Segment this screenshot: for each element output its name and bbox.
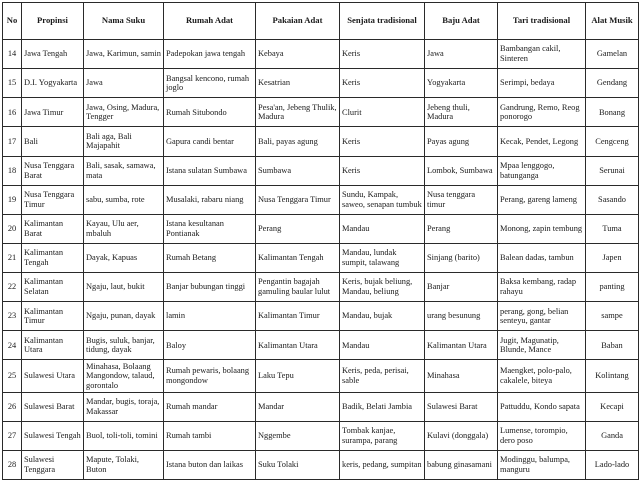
cell-pakaian: Laku Tepu — [256, 360, 340, 392]
culture-table — [2, 2, 639, 480]
cell-provinsi: D.I. Yogyakarta — [22, 69, 84, 98]
table-row — [3, 392, 639, 421]
cell-no: 23 — [3, 302, 22, 331]
cell-suku: sabu, sumba, rote — [84, 185, 164, 214]
table-row — [3, 331, 639, 360]
table-row — [3, 273, 639, 302]
cell-rumah: Rumah pewaris, bolaang mongondow — [164, 360, 256, 392]
cell-tari: Perang, gareng lameng — [498, 185, 586, 214]
cell-pakaian: Pesa'an, Jebeng Thulik, Madura — [256, 98, 340, 127]
cell-senjata: Badik, Belati Jambia — [340, 392, 425, 421]
cell-musik: sampe — [586, 302, 639, 331]
cell-provinsi: Kalimantan Utara — [22, 331, 84, 360]
table-row — [3, 40, 639, 69]
cell-musik: Sasando — [586, 185, 639, 214]
cell-senjata: Mandau, lundak sumpit, talawang — [340, 243, 425, 272]
cell-pakaian: Pengantin bagajah gamuling baular lulut — [256, 273, 340, 302]
cell-provinsi: Nusa Tenggara Barat — [22, 156, 84, 185]
header-tari: Tari tradisional — [498, 3, 586, 40]
cell-baju: Kalimantan Utara — [425, 331, 498, 360]
cell-suku: Jawa, Osing, Madura, Tengger — [84, 98, 164, 127]
table-row — [3, 156, 639, 185]
cell-senjata: Sundu, Kampak, saweo, senapan tumbuk — [340, 185, 425, 214]
cell-rumah: Rumah mandar — [164, 392, 256, 421]
cell-pakaian: Sumbawa — [256, 156, 340, 185]
cell-senjata: Tombak kanjae, surampa, parang — [340, 421, 425, 450]
cell-pakaian: Kalimantan Timur — [256, 302, 340, 331]
cell-provinsi: Jawa Timur — [22, 98, 84, 127]
cell-pakaian: Suku Tolaki — [256, 450, 340, 479]
cell-pakaian: Perang — [256, 214, 340, 243]
cell-tari: Monong, zapin tembung — [498, 214, 586, 243]
cell-provinsi: Jawa Tengah — [22, 40, 84, 69]
cell-rumah: Rumah Betang — [164, 243, 256, 272]
table-row — [3, 243, 639, 272]
cell-musik: Gendang — [586, 69, 639, 98]
cell-pakaian: Nggembe — [256, 421, 340, 450]
cell-musik: Lado-lado — [586, 450, 639, 479]
table-row — [3, 69, 639, 98]
table-row — [3, 98, 639, 127]
cell-no: 24 — [3, 331, 22, 360]
cell-tari: Kecak, Pendet, Legong — [498, 127, 586, 156]
cell-pakaian: Nusa Tenggara Timur — [256, 185, 340, 214]
cell-tari: perang, gong, belian senteyu, gantar — [498, 302, 586, 331]
cell-provinsi: Sulawesi Barat — [22, 392, 84, 421]
cell-tari: Gandrung, Remo, Reog ponorogo — [498, 98, 586, 127]
cell-provinsi: Nusa Tenggara Timur — [22, 185, 84, 214]
cell-suku: Mandar, bugis, toraja, Makassar — [84, 392, 164, 421]
cell-musik: Ganda — [586, 421, 639, 450]
cell-suku: Kayau, Ulu aer, mbaluh — [84, 214, 164, 243]
cell-suku: Buol, toli-toli, tomini — [84, 421, 164, 450]
cell-suku: Bugis, suluk, banjar, tidung, dayak — [84, 331, 164, 360]
cell-no: 25 — [3, 360, 22, 392]
cell-pakaian: Kesatrian — [256, 69, 340, 98]
table-row — [3, 450, 639, 479]
cell-rumah: Istana sulatan Sumbawa — [164, 156, 256, 185]
cell-baju: Sinjang (barito) — [425, 243, 498, 272]
table-row — [3, 214, 639, 243]
cell-senjata: Clurit — [340, 98, 425, 127]
cell-no: 15 — [3, 69, 22, 98]
cell-baju: Yogyakarta — [425, 69, 498, 98]
cell-baju: Kulavi (donggala) — [425, 421, 498, 450]
cell-baju: babung ginasamani — [425, 450, 498, 479]
cell-provinsi: Kalimantan Timur — [22, 302, 84, 331]
cell-baju: Jawa — [425, 40, 498, 69]
cell-tari: Lumense, torompio, dero poso — [498, 421, 586, 450]
cell-senjata: Mandau — [340, 214, 425, 243]
cell-musik: Gamelan — [586, 40, 639, 69]
cell-senjata: Keris, bujak beliung, Mandau, beliung — [340, 273, 425, 302]
cell-no: 27 — [3, 421, 22, 450]
table-row — [3, 302, 639, 331]
cell-senjata: Mandau — [340, 331, 425, 360]
cell-no: 14 — [3, 40, 22, 69]
cell-suku: Ngaju, laut, bukit — [84, 273, 164, 302]
cell-musik: Kolintang — [586, 360, 639, 392]
cell-no: 18 — [3, 156, 22, 185]
cell-musik: Serunai — [586, 156, 639, 185]
cell-baju: Lombok, Sumbawa — [425, 156, 498, 185]
cell-suku: Bali aga, Bali Majapahit — [84, 127, 164, 156]
cell-musik: Bonang — [586, 98, 639, 127]
cell-tari: Balean dadas, tambun — [498, 243, 586, 272]
cell-pakaian: Kebaya — [256, 40, 340, 69]
cell-tari: Modinggu, balumpa, manguru — [498, 450, 586, 479]
cell-baju: Perang — [425, 214, 498, 243]
cell-tari: Pattuddu, Kondo sapata — [498, 392, 586, 421]
cell-pakaian: Kalimantan Tengah — [256, 243, 340, 272]
cell-no: 17 — [3, 127, 22, 156]
cell-musik: Tuma — [586, 214, 639, 243]
header-rumah: Rumah Adat — [164, 3, 256, 40]
cell-musik: Japen — [586, 243, 639, 272]
cell-suku: Ngaju, punan, dayak — [84, 302, 164, 331]
cell-baju: Minahasa — [425, 360, 498, 392]
cell-tari: Jugit, Magunatip, Blunde, Mance — [498, 331, 586, 360]
cell-baju: Sulawesi Barat — [425, 392, 498, 421]
cell-senjata: Keris — [340, 156, 425, 185]
cell-no: 19 — [3, 185, 22, 214]
cell-suku: Minahasa, Bolaang Mangondow, talaud, gorontalo — [84, 360, 164, 392]
cell-rumah: lamin — [164, 302, 256, 331]
table-row — [3, 127, 639, 156]
cell-rumah: Istana buton dan laikas — [164, 450, 256, 479]
header-musik: Alat Musik — [586, 3, 639, 40]
cell-baju: Banjar — [425, 273, 498, 302]
cell-provinsi: Sulawesi Utara — [22, 360, 84, 392]
cell-senjata: Keris — [340, 40, 425, 69]
cell-rumah: Rumah tambi — [164, 421, 256, 450]
cell-provinsi: Kalimantan Tengah — [22, 243, 84, 272]
header-senjata: Senjata tradisional — [340, 3, 425, 40]
cell-musik: panting — [586, 273, 639, 302]
cell-musik: Cengceng — [586, 127, 639, 156]
cell-tari: Maengket, polo-palo, cakalele, biteya — [498, 360, 586, 392]
cell-rumah: Padepokan jawa tengah — [164, 40, 256, 69]
cell-rumah: Baloy — [164, 331, 256, 360]
header-provinsi: Propinsi — [22, 3, 84, 40]
cell-provinsi: Kalimantan Barat — [22, 214, 84, 243]
cell-pakaian: Kalimantan Utara — [256, 331, 340, 360]
cell-senjata: Keris — [340, 69, 425, 98]
header-baju: Baju Adat — [425, 3, 498, 40]
cell-provinsi: Kalimantan Selatan — [22, 273, 84, 302]
cell-rumah: Rumah Situbondo — [164, 98, 256, 127]
cell-suku: Dayak, Kapuas — [84, 243, 164, 272]
cell-pakaian: Mandar — [256, 392, 340, 421]
cell-baju: urang besunung — [425, 302, 498, 331]
header-pakaian: Pakaian Adat — [256, 3, 340, 40]
cell-no: 28 — [3, 450, 22, 479]
cell-pakaian: Bali, payas agung — [256, 127, 340, 156]
cell-no: 21 — [3, 243, 22, 272]
cell-senjata: Mandau, bujak — [340, 302, 425, 331]
cell-suku: Jawa, Karimun, samin — [84, 40, 164, 69]
cell-senjata: Keris, peda, perisai, sable — [340, 360, 425, 392]
cell-no: 20 — [3, 214, 22, 243]
cell-suku: Bali, sasak, samawa, mata — [84, 156, 164, 185]
cell-no: 22 — [3, 273, 22, 302]
cell-senjata: keris, pedang, sumpitan — [340, 450, 425, 479]
cell-suku: Mapute, Tolaki, Buton — [84, 450, 164, 479]
cell-tari: Baksa kembang, radap rahayu — [498, 273, 586, 302]
cell-rumah: Bangsal kencono, rumah joglo — [164, 69, 256, 98]
table-row — [3, 421, 639, 450]
cell-musik: Kecapi — [586, 392, 639, 421]
cell-tari: Mpaa lenggogo, batunganga — [498, 156, 586, 185]
cell-provinsi: Sulawesi Tenggara — [22, 450, 84, 479]
table-row — [3, 360, 639, 392]
cell-tari: Bambangan cakil, Sinteren — [498, 40, 586, 69]
cell-rumah: Gapura candi bentar — [164, 127, 256, 156]
cell-senjata: Keris — [340, 127, 425, 156]
header-row — [3, 3, 639, 40]
cell-baju: Nusa tenggara timur — [425, 185, 498, 214]
cell-suku: Jawa — [84, 69, 164, 98]
cell-rumah: Musalaki, rabaru niang — [164, 185, 256, 214]
cell-provinsi: Sulawesi Tengah — [22, 421, 84, 450]
cell-no: 16 — [3, 98, 22, 127]
cell-no: 26 — [3, 392, 22, 421]
cell-provinsi: Bali — [22, 127, 84, 156]
cell-tari: Serimpi, bedaya — [498, 69, 586, 98]
cell-rumah: Istana kesultanan Pontianak — [164, 214, 256, 243]
cell-baju: Payas agung — [425, 127, 498, 156]
cell-baju: Jebeng thuli, Madura — [425, 98, 498, 127]
table-row — [3, 185, 639, 214]
cell-musik: Baban — [586, 331, 639, 360]
cell-rumah: Banjar bubungan tinggi — [164, 273, 256, 302]
header-suku: Nama Suku — [84, 3, 164, 40]
header-no: No — [3, 3, 22, 40]
